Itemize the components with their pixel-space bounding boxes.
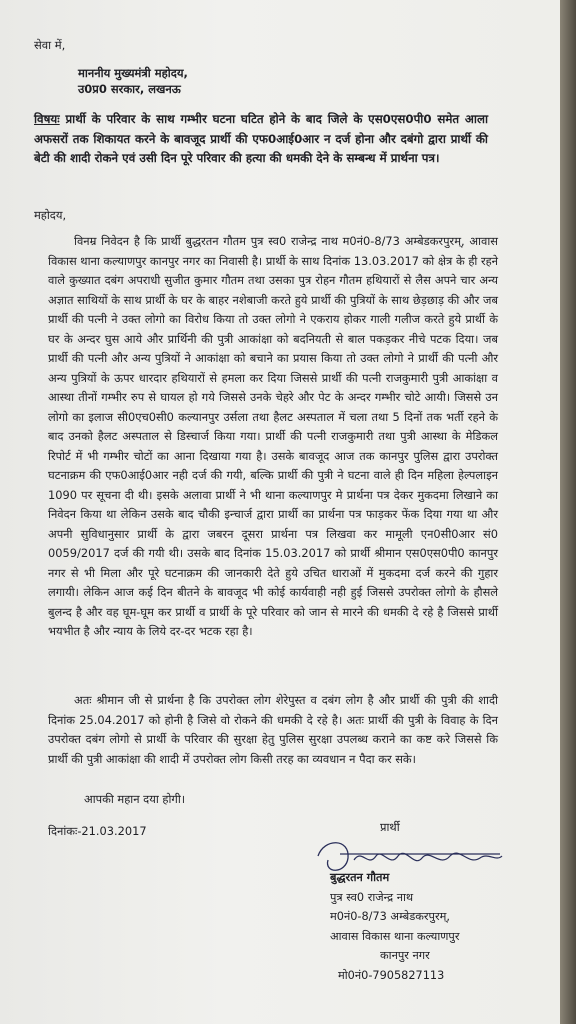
letter-to: सेवा में, (34, 38, 66, 52)
subject-text: प्रार्थी के परिवार के साथ गम्भीर घटना घटित होने के बाद जिले के एस0एस0पी0 समेत आला अफसरों तक शिकायत करने के बावजूद प्रार्थी की एफ0आई0आर न दर्ज होना और दबंगो द्वारा प्रार्थी की बेटी की शादी रोकने एवं उसी दिन पूरे परिवार की हत्या की धमकी देने के सम्बन्ध में प्रार्थना पत्र। (34, 112, 488, 165)
signatory-address-1: म0नं0-8/73 अम्बेडकरपुरम्, (330, 910, 450, 923)
signatory-phone: मो0नं0-7905827113 (338, 968, 445, 982)
signatory-name: बुद्धरतन गौतम (330, 871, 390, 884)
addressee-line-1: माननीय मुख्यमंत्री महोदय, (78, 66, 188, 80)
body-paragraph-2: अतः श्रीमान जी से प्रार्थना है कि उपरोक्त लोग शेरेपुस्त व दबंग लोग है और प्रार्थी की पुत्री की शादी दिनांक 25.04.2017 को होनी है जिसे वो रोकने की धमकी दे रहे है। अतः प्रार्थी की पुत्री के विवाह के दिन उपरोक्त दबंग लोगो से प्रार्थी के परिवार की सुरक्षा हेतु पुलिस सुरक्षा उपलब्ध कराने का कष्ट करे जिससे कि प्रार्थी की पुत्री आकांक्षा की शादी में उपरोक्त लोग किसी तरह का व्यवधान न पैदा कर सके। (48, 693, 498, 766)
signatory-parent: पुत्र स्व0 राजेन्द्र नाथ (330, 890, 414, 904)
subject-label: विषयः (34, 112, 60, 126)
closing-line: आपकी महान दया होगी। (84, 792, 186, 806)
signatory-address-2: आवास विकास थाना कल्याणपुर (330, 929, 460, 943)
signatory-block (330, 868, 459, 985)
background-edge (560, 0, 576, 1024)
addressee-line-2: उ0प्र0 सरकार, लखनऊ (78, 82, 181, 96)
body-paragraph-1: विनम्र निवेदन है कि प्रार्थी बुद्धरतन गौतम पुत्र स्व0 राजेन्द्र नाथ म0नं0-8/73 अम्बेडकरपुरम्, आवास विकास थाना कल्याणपुर कानपुर नगर का निवासी है। प्रार्थी के साथ दिनांक 13.03.2017 को क्षेत्र के ही रहने वाले कुख्यात दबंग अपराधी सुजीत कुमार गौतम तथा उसका पुत्र रोहन गौतम हथियारों से लैस अपने चार अन्य अज्ञात साथियों के साथ प्रार्थी के घर के बाहर नशेबाजी करते हुये प्रार्थी की पुत्रियों के साथ छेड़छाड़ की और जब प्रार्थी की पत्नी ने उक्त लोगो का विरोध किया तो उक्त लोगो ने एकराय होकर गाली गलीज करते हुये प्रार्थी के घर के अन्दर घुस आये और प्रार्थिनी की पुत्री आकांक्षा को बदनियती से बाल पकड़कर नीचे पटक दिया। जब प्रार्थी की पत्नी और अन्य पुत्रियों ने आकांक्षा को बचाने का प्रयास किया तो उक्त लोगो ने प्रार्थी की पत्नी और अन्य पुत्रियों के ऊपर धारदार हथियारों से हमला कर दिया जिससे प्रार्थी की पत्नी राजकुमारी पुत्री आकांक्षा व आस्था तीनों गम्भीर रुप से घायल हो गये जिससे उनके चेहरे और पेट के अन्दर गम्भीर चोटे आयी। जिससे उन लोगो का इलाज सी0एच0सी0 कल्यानपुर उर्सला तथा हैलट अस्पताल में चला तथा 5 दिनों तक भर्ती रहने के बाद उनको हैलट अस्पताल से डिस्चार्ज किया गया। प्रार्थी की पत्नी राजकुमारी तथा पुत्री आस्था के मेडिकल रिपोर्ट में भी गम्भीर चोटों का आना दिखाया गया है। उसके बावजूद आज तक कानपुर पुलिस द्वारा उपरोक्त घटनाक्रम की एफ0आई0आर नही दर्ज की गयी, बल्कि प्रार्थी की पुत्री ने घटना वाले ही दिन महिला हेल्पलाइन 1090 पर सूचना दी थी। इसके अलावा प्रार्थी ने भी थाना कल्याणपुर मे प्रार्थना पत्र देकर मुकदमा लिखाने का निवेदन किया था लेकिन उसके बाद चौकी इन्चार्ज द्वारा प्रार्थी का प्रार्थना पत्र फाड़कर फेंक दिया गया था और अपनी सुविधानुसार प्रार्थी के द्वारा जबरन दूसरा प्रार्थना पत्र लिखवा कर मामूली एन0सी0आर सं0 0059/2017 दर्ज की गयी थी। उसके बाद दिनांक 15.03.2017 को प्रार्थी श्रीमान एस0एस0पी0 कानपुर नगर से भी मिला और पूरे घटनाक्रम की जानकारी देते हुये उचित धाराओं में मुकदमा दर्ज करने की गुहार लगायी। लेकिन आज कई दिन बीतने के बावजूद भी कोई कार्यवाही नही हुई जिससे उपरोक्त लोगो के हौसले बुलन्द है और वह घूम-घूम कर प्रार्थी व प्रार्थी के पूरे परिवार को जान से मारने की धमकी दे रहे है जिससे प्रार्थी भयभीत है और न्याय के लिये दर-दर भटक रहा है। (48, 234, 498, 638)
salutation: महोदय, (34, 208, 67, 222)
sender-label: प्रार्थी (380, 820, 400, 834)
subject (34, 110, 488, 169)
letter-date: दिनांकः-21.03.2017 (48, 824, 147, 838)
signatory-city: कानपुर नगर (380, 949, 430, 962)
